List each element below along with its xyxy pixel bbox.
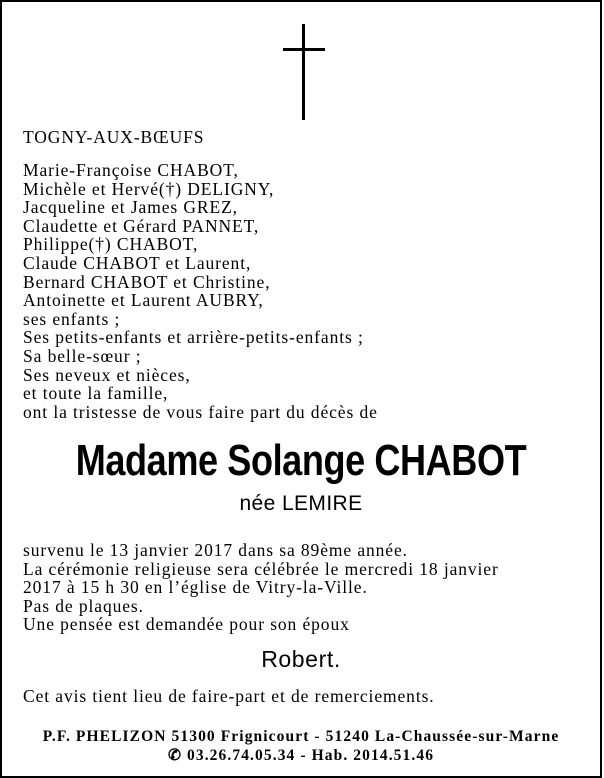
family-line: Claude CHABOT et Laurent,: [23, 252, 252, 273]
detail-line: Une pensée est demandée pour son époux: [23, 614, 350, 635]
family-line: Marie-Françoise CHABOT,: [23, 160, 239, 180]
family-line: Claudette et Gérard PANNET,: [23, 215, 260, 236]
detail-line: La cérémonie religieuse sera célébrée le mercredi 18 janvier: [23, 558, 499, 579]
cross-icon: [283, 24, 325, 120]
family-line: Ses petits-enfants et arrière-petits-enfants ;: [23, 327, 364, 348]
family-line: Antoinette et Laurent AUBRY,: [23, 290, 264, 311]
family-line: Philippe(†) CHABOT,: [23, 234, 199, 255]
footer-address: P.F. PHELIZON 51300 Frignicourt - 51240 La-Chaussée-sur-Marne: [42, 728, 560, 745]
detail-line: 2017 à 15 h 30 en l’église de Vitry-la-Ville.: [23, 577, 368, 598]
footer-phone: ✆ 03.26.74.05.34 - Hab. 2014.51.46: [167, 747, 435, 764]
place-name: TOGNY-AUX-BŒUFS: [23, 127, 205, 147]
detail-line: Pas de plaques.: [23, 595, 144, 616]
detail-line: survenu le 13 janvier 2017 dans sa 89ème année.: [23, 540, 408, 560]
family-line: Sa belle-sœur ;: [23, 345, 142, 366]
closing-line: Cet avis tient lieu de faire-part et de remerciements.: [23, 686, 435, 706]
family-line: et toute la famille,: [23, 383, 169, 404]
family-line: Bernard CHABOT et Christine,: [23, 271, 271, 292]
maiden-name: née LEMIRE: [239, 492, 363, 515]
funeral-home-footer: [2, 727, 600, 765]
family-line: ses enfants ;: [23, 308, 121, 329]
family-line: Ses neveux et nièces,: [23, 364, 191, 385]
ceremony-details: [23, 541, 499, 634]
family-line: ont la tristesse de vous faire part du décès de: [23, 401, 378, 422]
family-line: Jacqueline et James GREZ,: [23, 197, 238, 218]
deceased-name: Madame Solange CHABOT: [75, 436, 527, 485]
husband-name: Robert.: [261, 646, 341, 672]
family-line: Michèle et Hervé(†) DELIGNY,: [23, 178, 275, 199]
family-list: [23, 161, 378, 421]
